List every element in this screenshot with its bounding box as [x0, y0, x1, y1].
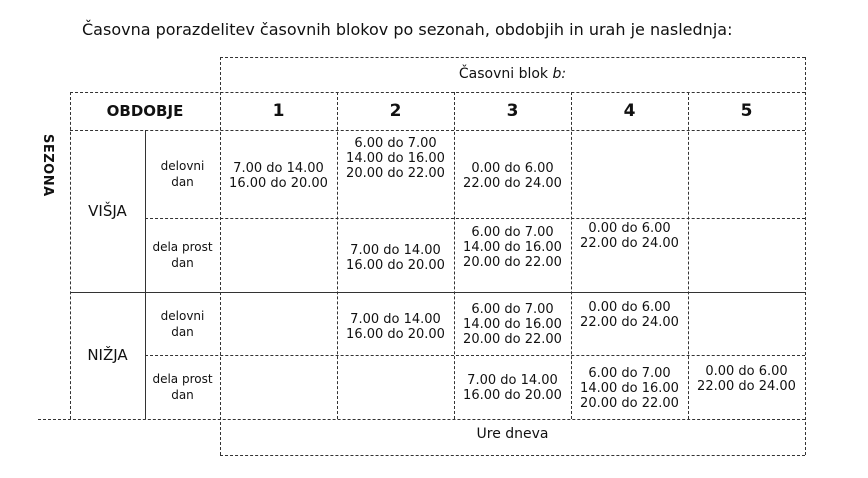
time-cell: 7.00 do 14.00 16.00 do 20.00 — [229, 161, 328, 191]
time-cell — [688, 130, 805, 218]
time-cell — [220, 218, 337, 292]
time-cell: 0.00 do 6.00 22.00 do 24.00 — [580, 300, 679, 330]
block-header — [220, 57, 805, 92]
time-cell: 6.00 do 7.00 14.00 do 16.00 20.00 do 22.00 — [463, 225, 562, 270]
footer-label: Ure dneva — [476, 425, 549, 442]
period-header: OBDOBJE — [106, 101, 184, 120]
page-title: Časovna porazdelitev časovnih blokov po sezonah, obdobjih in urah je naslednja: — [82, 20, 733, 39]
time-cell: 7.00 do 14.00 16.00 do 20.00 — [346, 312, 445, 342]
block-number: 5 — [740, 100, 753, 121]
block-number: 2 — [389, 100, 402, 121]
time-cell: 6.00 do 7.00 14.00 do 16.00 20.00 do 22.00 — [463, 302, 562, 347]
time-cell: 0.00 do 6.00 22.00 do 24.00 — [580, 221, 679, 251]
block-header-label: Časovni blok — [458, 66, 549, 82]
table-line — [805, 57, 806, 455]
block-number: 4 — [623, 100, 636, 121]
day-type: dela prost dan — [152, 240, 213, 270]
time-cell: 6.00 do 7.00 14.00 do 16.00 20.00 do 22.00 — [346, 136, 445, 181]
block-number: 1 — [272, 100, 285, 121]
block-number: 3 — [506, 100, 519, 121]
time-cell: 6.00 do 7.00 14.00 do 16.00 20.00 do 22.00 — [580, 366, 679, 411]
time-cell — [571, 130, 688, 218]
time-cell: 7.00 do 14.00 16.00 do 20.00 — [346, 243, 445, 273]
day-type: delovni dan — [160, 308, 205, 339]
time-cell — [688, 218, 805, 292]
day-type: delovni dan — [160, 159, 205, 189]
time-cell: 7.00 do 14.00 16.00 do 20.00 — [463, 373, 562, 403]
time-cell: 0.00 do 6.00 22.00 do 24.00 — [463, 161, 562, 191]
time-cell: 0.00 do 6.00 22.00 do 24.00 — [697, 364, 796, 394]
time-cell — [337, 355, 454, 419]
time-cell — [220, 355, 337, 419]
season-header: SEZONA — [40, 134, 55, 197]
block-header-var: b: — [552, 66, 567, 82]
day-type: dela prost dan — [152, 372, 213, 402]
season-name: NIŽJA — [87, 346, 128, 364]
time-cell — [220, 292, 337, 355]
table-line — [220, 455, 805, 456]
season-name: VIŠJA — [88, 201, 127, 220]
time-cell — [688, 292, 805, 355]
